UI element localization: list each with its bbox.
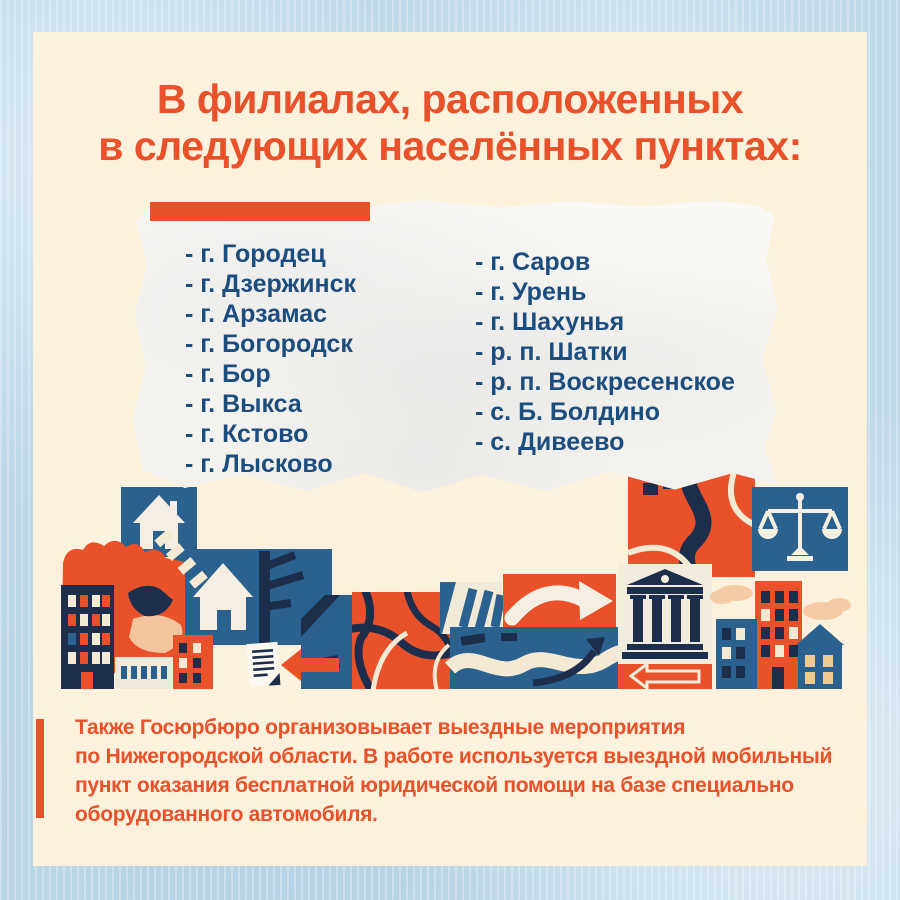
list-item: - г. Дзержинск — [185, 270, 357, 298]
list-item: - г. Выкса — [185, 390, 302, 418]
list-item: - р. п. Воскресенское — [475, 368, 735, 396]
list-item: - г. Саров — [475, 248, 591, 276]
list-item: - г. Бор — [185, 360, 271, 388]
list-item: - г. Шахунья — [475, 308, 625, 336]
street-map-icon — [350, 590, 452, 691]
footer-accent-bar — [36, 719, 44, 818]
poster-card — [33, 32, 867, 866]
list-item: - с. Б. Болдино — [475, 398, 661, 426]
footer-line: Также Госюрбюро организовывает выездные мероприятия — [75, 716, 686, 739]
low-building-icon — [115, 657, 175, 689]
list-item: - р. п. Шатки — [475, 338, 628, 366]
list-item: - г. Богородск — [185, 330, 353, 358]
list-item: - с. Дивеево — [475, 428, 625, 456]
list-item: - г. Городец — [185, 240, 326, 268]
orange-building-icon — [755, 581, 802, 689]
footer-line: по Нижегородской области. В работе используется выездной мобильный — [75, 745, 833, 768]
page-title — [33, 76, 867, 170]
document-icon — [247, 642, 281, 687]
scales-of-justice-icon — [752, 487, 848, 571]
list-item: - г. Лысково — [185, 450, 333, 478]
small-building-icon — [173, 635, 213, 689]
arrow-left-outline-icon — [618, 664, 712, 689]
arrow-right-icon — [503, 574, 616, 631]
city-map-illustration — [33, 467, 867, 700]
accent-bar — [150, 202, 370, 221]
page-title-line1: В филиалах, расположенных — [156, 76, 744, 122]
list-item: - г. Кстово — [185, 420, 309, 448]
footer-note — [75, 713, 832, 829]
list-item: - г. Урень — [475, 278, 587, 306]
page-title-line2: в следующих населённых пунктах: — [98, 123, 802, 169]
locations-column-right — [475, 247, 735, 457]
footer-line: пункт оказания бесплатной юридической помощи на базе специально — [75, 774, 794, 797]
locations-column-left — [185, 239, 356, 479]
tower-building-icon — [61, 585, 114, 689]
map-fragment-tile — [301, 595, 353, 689]
river-icon — [450, 627, 622, 689]
blue-house-icon — [796, 624, 844, 689]
bank-icon — [618, 564, 712, 664]
blue-building-icon — [716, 619, 757, 689]
road-marks-tile — [440, 582, 502, 634]
list-item: - г. Арзамас — [185, 300, 328, 328]
footer-line: оборудованного автомобиля. — [75, 803, 378, 826]
